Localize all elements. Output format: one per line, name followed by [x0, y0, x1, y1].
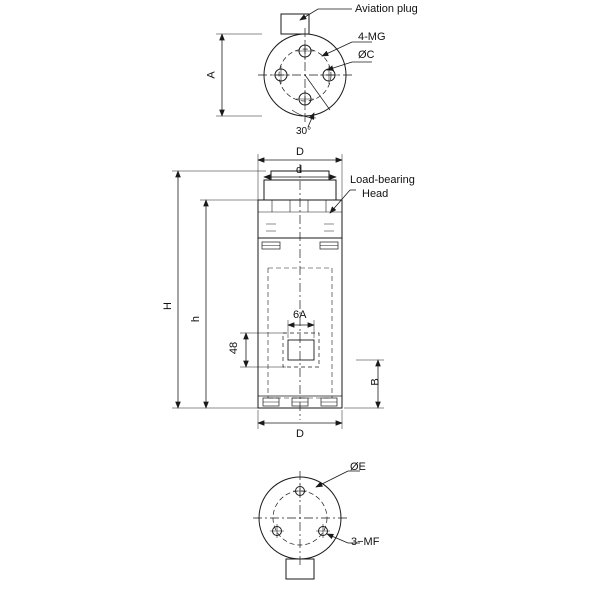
label-diameter-e: ØE [350, 461, 366, 473]
label-dim-6a: 6A [293, 309, 307, 321]
front-view-geometry [172, 154, 384, 429]
label-dim-48: 48 [228, 341, 241, 355]
label-dim-h-big: H [161, 302, 174, 310]
label-4-mg: 4-MG [358, 31, 386, 43]
label-aviation-plug: Aviation plug [355, 3, 418, 15]
label-3-mf: 3−MF [351, 536, 380, 548]
label-dim-h-small: h [190, 315, 203, 323]
label-dim-a: A [205, 71, 218, 79]
top-view-geometry [216, 9, 372, 127]
label-dim-d-top: D [296, 146, 304, 158]
label-angle-30: 30° [296, 126, 312, 137]
label-dim-d-small: d [296, 164, 303, 176]
label-load-bearing-head-line2: Head [362, 188, 389, 200]
bottom-view-geometry [253, 471, 360, 579]
label-diameter-c: ØC [358, 49, 375, 61]
label-dim-d-bottom: D [296, 428, 304, 440]
label-load-bearing-head-line1: Load-bearing [350, 174, 415, 186]
label-dim-b: B [369, 378, 382, 386]
